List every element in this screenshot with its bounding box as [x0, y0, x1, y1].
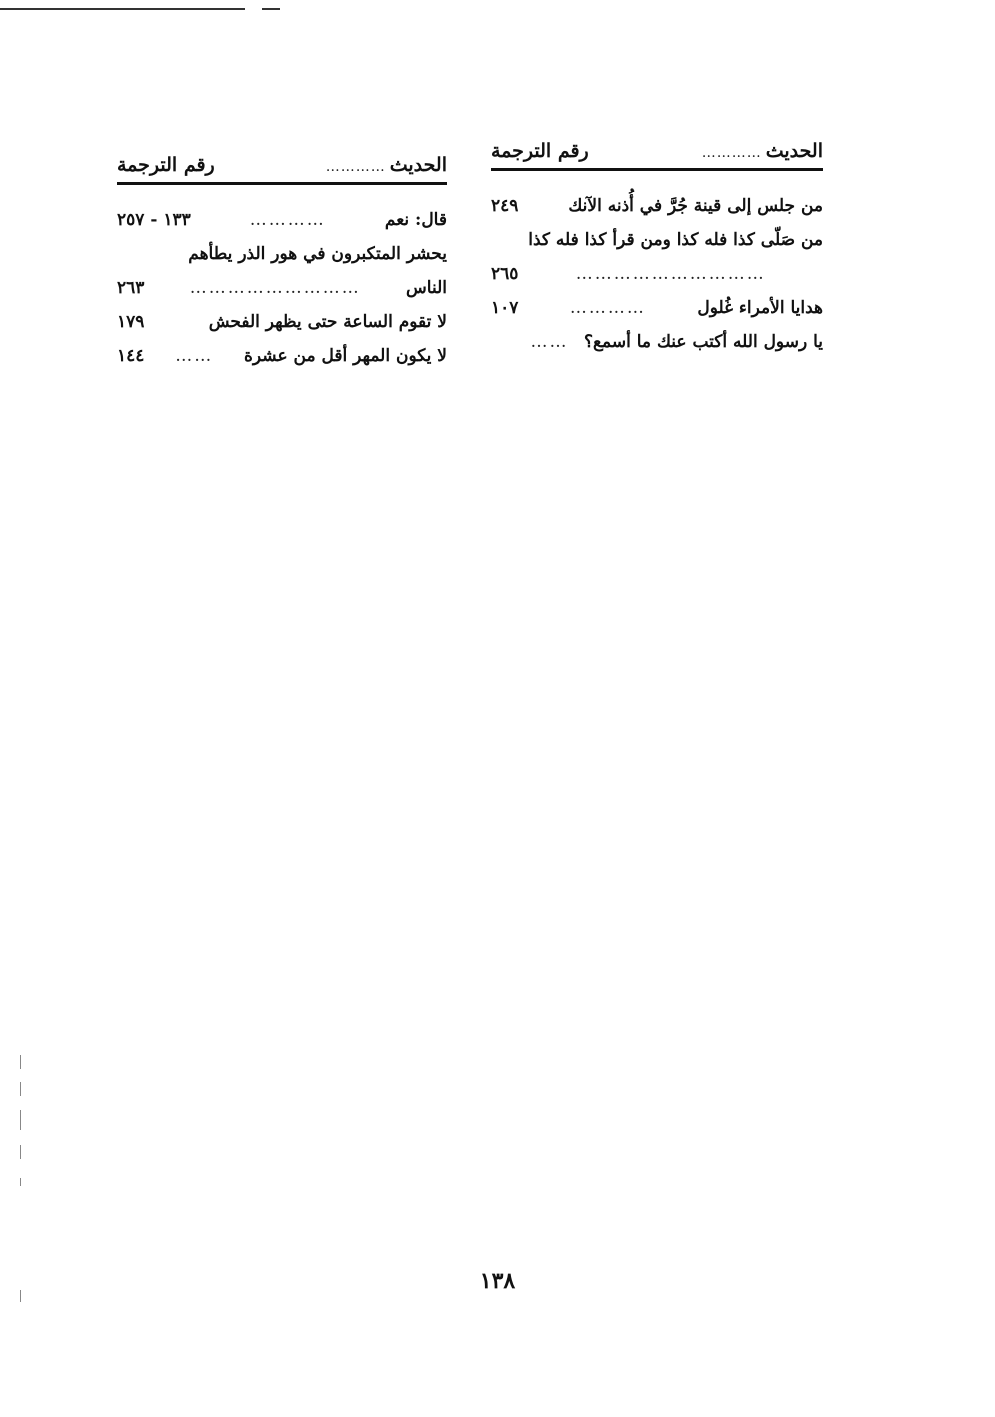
index-entry — [117, 203, 447, 237]
index-entry — [491, 223, 823, 257]
entry-text: من جلس إلى قينة جُرَّ في أُذنه الآنك — [568, 196, 823, 216]
header-translation-number-label: رقم الترجمة — [117, 154, 215, 176]
entry-dots: …… — [175, 346, 214, 366]
index-entry — [117, 271, 447, 305]
entry-number: ٢٦٣ — [117, 278, 145, 298]
entry-dots: ………… — [249, 210, 326, 230]
entry-text: لا تقوم الساعة حتى يظهر الفحش — [208, 312, 447, 332]
entry-number: ١٠٧ — [491, 298, 519, 318]
entry-number: ١٤٤ — [117, 346, 145, 366]
entry-number: ١٣٣ - ٢٥٧ — [117, 210, 191, 230]
entry-text: لا يكون المهر أقل من عشرة — [244, 346, 447, 366]
header-rule — [117, 182, 447, 185]
index-column-right — [491, 140, 823, 359]
index-entry — [117, 237, 447, 271]
index-entry — [491, 291, 823, 325]
entry-text: يا رسول الله أكتب عنك ما أسمع؟ — [583, 332, 823, 352]
entry-dots: ………………………… — [575, 264, 766, 284]
header-translation-number-label: رقم الترجمة — [491, 140, 589, 162]
entry-dots: ……………………… — [189, 278, 361, 298]
index-entry — [491, 257, 823, 291]
entry-text: الناس — [406, 278, 447, 298]
index-column-left — [117, 154, 447, 373]
entry-text: من صَلّى كذا فله كذا ومن قرأ كذا فله كذا — [528, 230, 823, 250]
scan-edge-mark — [20, 1082, 21, 1096]
column-header — [491, 140, 823, 168]
entry-text: هدايا الأمراء غُلول — [697, 298, 823, 318]
entry-number: ٢٤٩ — [491, 196, 519, 216]
scan-edge-mark — [20, 1110, 21, 1130]
top-scan-rule-short — [262, 8, 280, 10]
column-header — [117, 154, 447, 182]
index-entry — [491, 189, 823, 223]
top-scan-rule — [0, 8, 245, 10]
scan-edge-mark — [20, 1055, 21, 1069]
entry-text: قال: نعم — [384, 210, 447, 230]
scan-edge-mark — [20, 1178, 21, 1186]
header-rule — [491, 168, 823, 171]
entry-number: ١٧٩ — [117, 312, 145, 332]
entry-text: يحشر المتكبرون في هور الذر يطأهم — [188, 244, 447, 264]
scan-edge-mark — [20, 1145, 21, 1159]
header-dots: ………… — [325, 159, 386, 175]
entry-dots: ………… — [569, 298, 646, 318]
index-entry — [117, 339, 447, 373]
entry-dots: …… — [530, 332, 569, 352]
page-number: ١٣٨ — [479, 1268, 516, 1294]
index-entry — [491, 325, 823, 359]
header-hadith-label: الحديث — [765, 140, 823, 162]
header-hadith-label: الحديث — [389, 154, 447, 176]
entry-number: ٢٦٥ — [491, 264, 519, 284]
header-dots: ………… — [701, 145, 762, 161]
index-entry — [117, 305, 447, 339]
